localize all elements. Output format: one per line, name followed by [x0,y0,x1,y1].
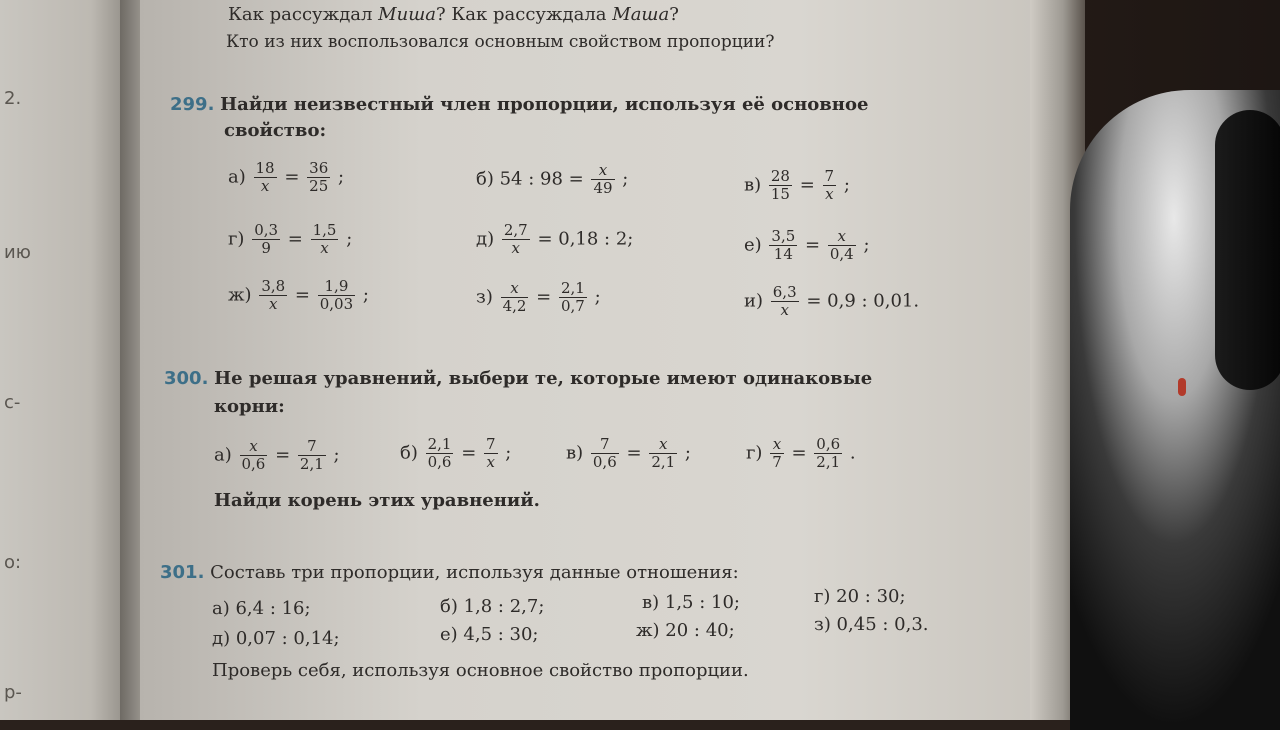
fraction-numerator: 0,3 [254,221,279,239]
textbook-page [140,0,1080,720]
exercise-301-item: ж) 20 : 40; [636,620,735,641]
fraction [649,436,677,470]
fraction-denominator: 0,4 [829,244,854,263]
exercise-300-heading: 300. Не решая уравнений, выбери те, которые имеют одинаковые [164,368,873,389]
fraction-numerator: 7 [591,436,619,454]
fraction-numerator: x [828,228,856,246]
exercise-300-item-a [214,438,340,472]
exercise-300-item-g [746,436,856,470]
expression-text: . [849,442,856,464]
fraction-numerator: 3,5 [771,227,796,245]
expression-text: ; [337,166,345,188]
mouse-led [1178,378,1186,396]
fraction-numerator: 2,1 [561,279,585,297]
fraction-denominator: 2,1 [816,452,841,471]
fraction [823,168,837,202]
expression-text: ; [684,442,691,464]
fraction-numerator: 3,8 [261,277,286,295]
fraction-denominator: x [825,184,834,203]
fraction-numerator: x [649,436,677,454]
fraction [298,438,326,472]
expression-text: = [791,442,807,464]
expression-text: = [275,444,291,466]
fraction [307,160,330,194]
exercise-299-item-a [228,160,344,194]
expression-text: = [626,442,642,464]
top-question-line-2: Кто из них воспользовался основным свойством пропорции? [226,32,775,52]
fraction-numerator: 1,9 [318,278,355,296]
fraction-denominator: 0,7 [561,296,585,315]
fraction-numerator: 7 [486,435,496,453]
fraction-denominator: 0,6 [592,452,617,471]
exercise-301-item: а) 6,4 : 16; [212,598,311,619]
exercise-299-item-g [228,222,352,256]
fraction-numerator: 6,3 [772,283,797,301]
expression-text: = [461,442,477,464]
fraction-denominator: x [511,238,520,257]
fraction-denominator: 4,2 [502,296,527,315]
expression-text: ; [622,168,629,190]
expression-text: = [799,174,815,196]
exercise-number: 300. [164,368,209,389]
left-page-fragment: 2. [4,88,22,109]
fraction [484,436,498,470]
left-page-fragment: ию [4,242,31,263]
expression-text: г) [746,442,763,464]
fraction [591,162,614,196]
expression-text: г) [228,228,245,250]
fraction [770,436,784,470]
fraction-numerator: 2,7 [503,221,528,239]
fraction-denominator: 25 [309,176,329,195]
fraction-denominator: 9 [261,238,271,257]
expression-text: в) [744,174,762,196]
fraction [501,280,529,314]
exercise-300-item-b [400,436,511,470]
fraction-numerator: 7 [824,167,835,185]
exercise-299-item-e [744,228,870,262]
fraction-numerator: 0,6 [816,435,841,453]
fraction [318,278,355,312]
fraction [771,284,799,318]
fraction-numerator: x [770,436,784,454]
exercise-301-item: б) 1,8 : 2,7; [440,596,545,617]
fraction-numerator: x [591,162,614,180]
fraction [769,228,797,262]
fraction [591,436,619,470]
expression-text: ; [346,228,353,250]
fraction-denominator: 2,1 [651,452,676,471]
expression-text: ; [843,174,850,196]
expression-text: 54 : 98 = [499,168,584,190]
fraction-numerator: 36 [309,159,329,177]
expression-text: и) [744,290,764,312]
fraction-numerator: x [501,280,529,298]
fraction-denominator: x [269,294,278,313]
left-page-fragment: с- [4,392,21,413]
fraction-numerator: x [240,438,268,456]
expression-text: ; [362,284,369,306]
fraction [814,436,842,470]
fraction-denominator: x [320,238,329,257]
exercise-299-item-zh [228,278,369,312]
left-page-fragment: р- [4,682,22,703]
fraction [828,228,856,262]
expression-text: ж) [228,284,252,306]
expression-text: е) [744,234,762,256]
exercise-299-item-i [744,284,919,318]
fraction [502,222,530,256]
exercise-301-footer: Проверь себя, используя основное свойство пропорции. [212,660,749,681]
fraction [240,438,268,472]
exercise-299-item-b [476,162,628,196]
fraction [559,280,587,314]
expression-text: б) [400,442,418,464]
expression-text: ; [863,234,870,256]
fraction-denominator: x [486,452,496,471]
exercise-number: 301. [160,562,205,583]
exercise-299-item-v [744,168,850,202]
fraction [254,160,277,194]
expression-text: д) [476,228,495,250]
expression-text: ; [333,444,340,466]
expression-text: = [536,286,552,308]
fraction-denominator: 15 [770,184,790,203]
mouse-button-shadow [1215,110,1280,390]
fraction-numerator: 2,1 [427,435,452,453]
exercise-299-item-z [476,280,601,314]
exercise-301-item: е) 4,5 : 30; [440,624,539,645]
top-question-line-1: Как рассуждал Миша? Как рассуждала Маша? [228,4,679,25]
fraction-denominator: 0,03 [319,294,354,313]
exercise-301-heading: 301. Составь три пропорции, используя данные отношения: [160,562,739,583]
expression-text: ; [594,286,601,308]
exercise-299-heading: 299. Найди неизвестный член пропорции, используя её основное [170,94,869,115]
exercise-301-item: д) 0,07 : 0,14; [212,628,340,649]
expression-text: а) [214,444,232,466]
fraction [769,168,792,202]
expression-text: = [287,228,303,250]
exercise-299-text-line-2: свойство: [224,120,327,141]
exercise-300-footer: Найди корень этих уравнений. [214,490,540,511]
fraction-denominator: 0,6 [241,454,266,473]
exercise-300-item-v [566,436,691,470]
exercise-300-text-line-2: корни: [214,396,285,417]
expression-text: = [284,166,300,188]
fraction-numerator: 28 [770,167,790,185]
left-page-fragment: о: [4,552,22,573]
fraction-denominator: 2,1 [299,454,324,473]
fraction-numerator: 7 [298,438,326,456]
exercise-299-item-d [476,222,633,256]
expression-text: = [805,234,821,256]
fraction [311,222,339,256]
exercise-301-item: в) 1,5 : 10; [642,592,740,613]
fraction-denominator: x [780,300,789,319]
expression-text: з) [476,286,493,308]
expression-text: = 0,18 : 2; [537,228,634,250]
fraction-denominator: 7 [772,452,782,471]
fraction [426,436,454,470]
fraction [259,278,287,312]
fraction-numerator: 18 [255,159,275,177]
fraction-numerator: 1,5 [312,221,337,239]
fraction-denominator: 0,6 [427,452,452,471]
fraction [252,222,280,256]
fraction-denominator: x [260,176,270,195]
exercise-number: 299. [170,94,215,115]
expression-text: а) [228,166,246,188]
left-book-page [0,0,130,720]
expression-text: б) [476,168,494,190]
expression-text: = [294,284,311,306]
fraction-denominator: 49 [593,178,613,197]
fraction-denominator: 14 [773,244,793,263]
expression-text: в) [566,442,584,464]
exercise-301-item: з) 0,45 : 0,3. [814,614,929,635]
expression-text: = 0,9 : 0,01. [806,290,920,312]
expression-text: ; [505,442,512,464]
exercise-301-item: г) 20 : 30; [814,586,906,607]
